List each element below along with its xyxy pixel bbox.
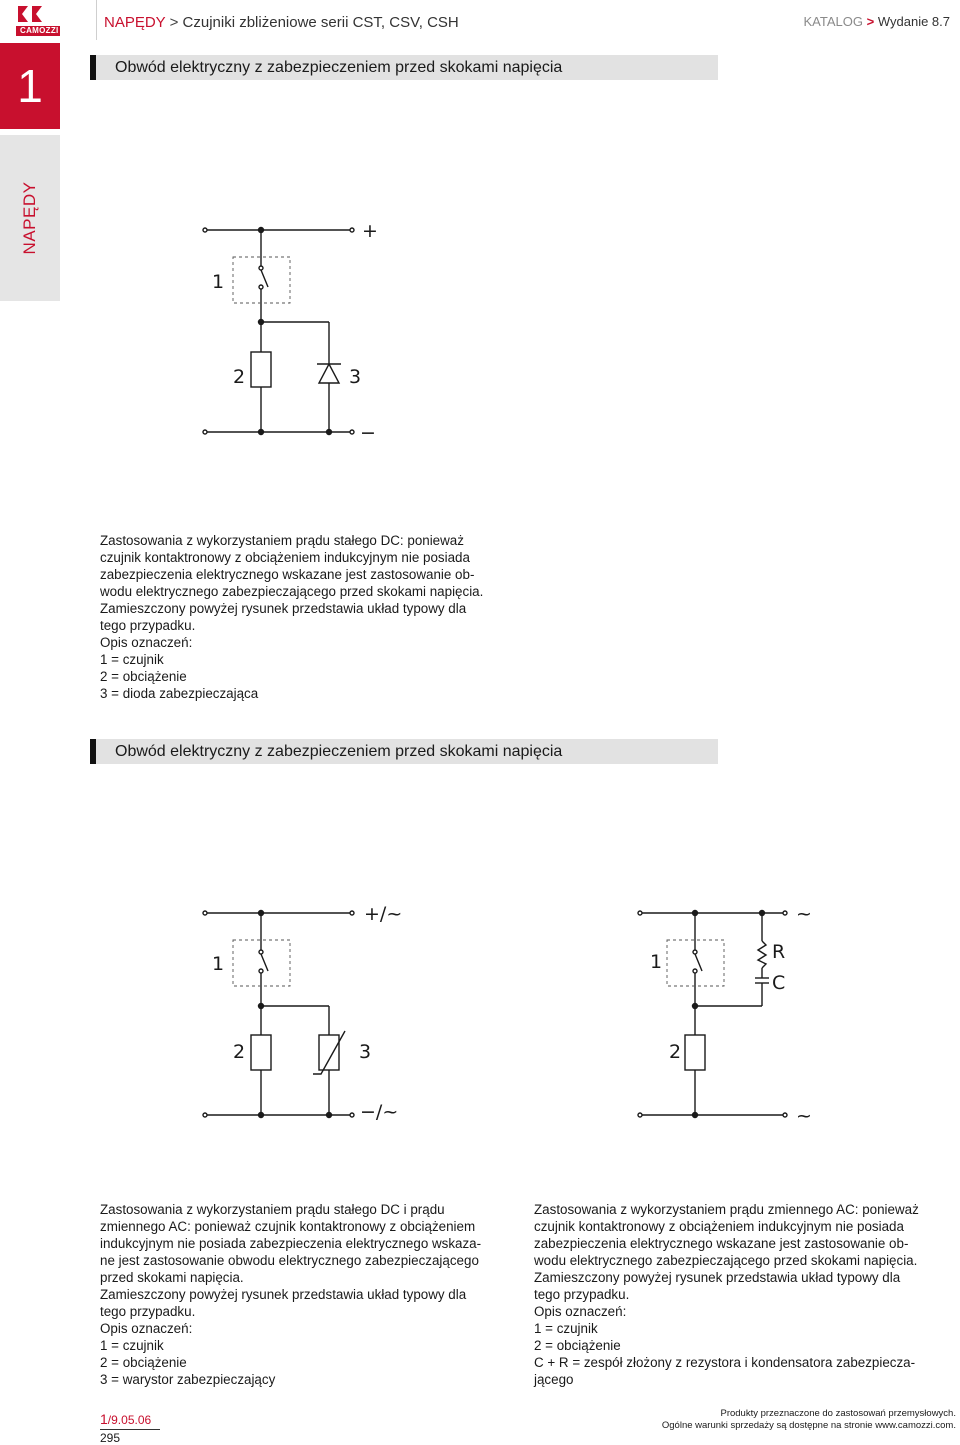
text-line: Zastosowania z wykorzystaniem prądu stałego DC: ponieważ: [100, 533, 464, 548]
page-footer-code: [100, 1411, 160, 1445]
label-resistor: R: [772, 941, 786, 963]
text-line: indukcyjnym nie posiada zabezpieczenia elektrycznego wskaza-: [100, 1236, 482, 1251]
brand-wordmark: CAMOZZI: [20, 26, 59, 35]
description-ac: [534, 1201, 919, 1388]
text-line: Opis oznaczeń:: [534, 1304, 627, 1319]
catalog-separator: >: [866, 14, 875, 29]
description-dc: [100, 532, 483, 702]
legal-notice: [662, 1408, 956, 1432]
page-number: 295: [100, 1431, 121, 1445]
breadcrumb-section[interactable]: NAPĘDY: [104, 14, 166, 31]
label-load: 2: [233, 1041, 246, 1063]
text-line: 2 = obciążenie: [534, 1338, 621, 1353]
label-bottom-ac: ~: [796, 1105, 812, 1127]
chapter-number-tab[interactable]: 1: [0, 43, 60, 129]
circuit-diagram-dc: [203, 228, 354, 435]
text-line: 2 = obciążenie: [100, 669, 187, 684]
text-line: 3 = warystor zabezpieczający: [100, 1372, 276, 1387]
section-tab[interactable]: [0, 135, 60, 301]
text-line: 1 = czujnik: [100, 652, 164, 667]
text-line: Zastosowania z wykorzystaniem prądu zmiennego AC: ponieważ: [534, 1202, 919, 1217]
label-varistor: 3: [359, 1041, 372, 1063]
text-line: zabezpieczenia elektrycznego wskazane jest zastosowanie ob-: [534, 1236, 909, 1251]
label-sensor: 1: [212, 953, 225, 975]
breadcrumb: [104, 14, 459, 31]
text-line: Zamieszczony powyżej rysunek przedstawia układ typowy dla: [534, 1270, 901, 1285]
label-top-dc-ac: +/~: [364, 903, 403, 925]
document-code: [100, 1411, 160, 1427]
section-tab-label: NAPĘDY: [20, 181, 39, 255]
text-line: jącego: [534, 1372, 574, 1387]
text-line: Zamieszczony powyżej rysunek przedstawia układ typowy dla: [100, 601, 467, 616]
breadcrumb-separator: >: [169, 14, 179, 31]
footer-rule: [100, 1429, 160, 1430]
text-line: ne jest zastosowanie obwodu elektrycznego zabezpieczającego: [100, 1253, 479, 1268]
catalog-label[interactable]: KATALOG: [803, 14, 863, 29]
edition-label: Wydanie 8.7: [877, 14, 950, 29]
section-heading-2: Obwód elektryczny z zabezpieczeniem przed skokami napięcia: [90, 739, 718, 764]
legal-line-2: Ogólne warunki sprzedaży są dostępne na stronie www.camozzi.com.: [661, 1420, 956, 1431]
label-diode: 3: [349, 366, 362, 388]
label-bottom-dc-ac: −/~: [360, 1101, 399, 1123]
text-line: 3 = dioda zabezpieczająca: [100, 686, 259, 701]
text-line: 1 = czujnik: [100, 1338, 164, 1353]
section-heading-1: Obwód elektryczny z zabezpieczeniem przed skokami napięcia: [90, 55, 718, 80]
label-load: 2: [669, 1041, 682, 1063]
circuit-diagram-dc-ac: [203, 911, 354, 1118]
page-title: Czujniki zbliżeniowe serii CST, CSV, CSH: [182, 14, 459, 31]
text-line: wodu elektrycznego zabezpieczającego przed skokami napięcia.: [534, 1253, 918, 1268]
text-line: Zamieszczony powyżej rysunek przedstawia układ typowy dla: [100, 1287, 467, 1302]
text-line: czujnik kontaktronowy z obciążeniem indukcyjnym nie posiada: [534, 1219, 904, 1234]
text-line: Opis oznaczeń:: [100, 1321, 193, 1336]
text-line: przed skokami napięcia.: [100, 1270, 244, 1285]
catalog-edition: [804, 14, 950, 29]
label-plus: +: [362, 220, 378, 242]
document-code-date: /9.05.06: [107, 1413, 152, 1427]
text-line: tego przypadku.: [100, 1304, 196, 1319]
label-minus: −: [360, 422, 376, 444]
text-line: tego przypadku.: [534, 1287, 630, 1302]
camozzi-logo: [14, 2, 62, 40]
header-divider: [96, 0, 97, 40]
text-line: Opis oznaczeń:: [100, 635, 193, 650]
terminal-dot: [203, 228, 207, 232]
label-load: 2: [233, 366, 246, 388]
text-line: tego przypadku.: [100, 618, 196, 633]
circuit-diagram-ac: [638, 911, 787, 1118]
label-top-ac: ~: [796, 903, 812, 925]
label-sensor: 1: [212, 271, 225, 293]
text-line: 1 = czujnik: [534, 1321, 598, 1336]
text-line: zabezpieczenia elektrycznego wskazane jest zastosowanie ob-: [100, 567, 475, 582]
text-line: C + R = zespół złożony z rezystora i kondensatora zabezpiecza-: [534, 1355, 916, 1370]
text-line: zmiennego AC: ponieważ czujnik kontaktronowy z obciążeniem: [100, 1219, 476, 1234]
legal-line-1: Produkty przeznaczone do zastosowań przemysłowych.: [720, 1408, 956, 1419]
label-sensor: 1: [650, 951, 663, 973]
label-capacitor: C: [772, 972, 786, 994]
document-code-chapter: 1: [100, 1411, 108, 1427]
text-line: Zastosowania z wykorzystaniem prądu stałego DC i prądu: [100, 1202, 445, 1217]
text-line: 2 = obciążenie: [100, 1355, 187, 1370]
text-line: czujnik kontaktronowy z obciążeniem indukcyjnym nie posiada: [100, 550, 470, 565]
description-dc-ac: [100, 1201, 481, 1388]
text-line: wodu elektrycznego zabezpieczającego przed skokami napięcia.: [100, 584, 484, 599]
